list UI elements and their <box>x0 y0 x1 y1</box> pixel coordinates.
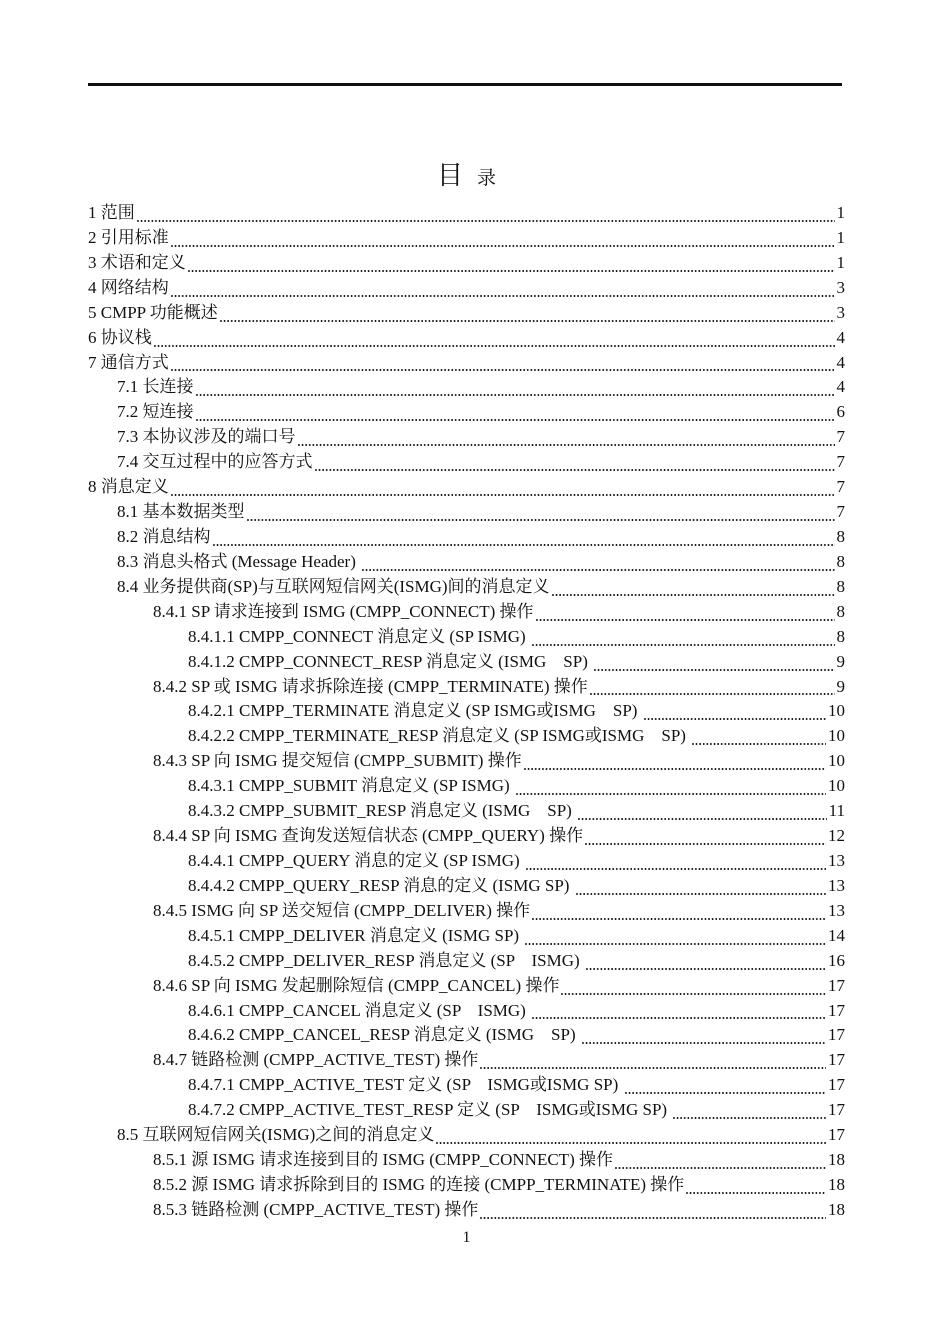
toc-entry <box>88 575 845 600</box>
toc-entry-label: 8.4.6 SP 向 ISMG 发起删除短信 (CMPP_CANCEL) 操作 <box>153 975 560 995</box>
toc-entry-page: 4 <box>836 327 845 347</box>
toc-entry-page: 10 <box>828 776 845 796</box>
dot-leader <box>577 799 828 824</box>
toc-entry-label: 8.4.1.2 CMPP_CONNECT_RESP 消息定义 (ISMG SP) <box>188 651 593 671</box>
toc-entry <box>88 1073 845 1098</box>
toc-entry-label: 8.4.5 ISMG 向 SP 送交短信 (CMPP_DELIVER) 操作 <box>153 900 531 920</box>
toc-entry <box>88 1098 845 1123</box>
dot-leader <box>479 1198 827 1223</box>
toc-entry-label: 7.4 交互过程中的应答方式 <box>117 452 313 472</box>
toc-entry <box>88 301 845 326</box>
toc-entry-label: 8.4.2.1 CMPP_TERMINATE 消息定义 (SP ISMG或ISMG SP) <box>188 701 642 721</box>
toc-entry <box>88 425 845 450</box>
toc-entry-page: 4 <box>836 377 845 397</box>
toc-entry-page: 10 <box>828 726 845 746</box>
toc-entry-label: 8 消息定义 <box>88 477 169 497</box>
toc-entry-label: 8.5.1 源 ISMG 请求连接到目的 ISMG (CMPP_CONNECT) 操作 <box>153 1150 613 1170</box>
dot-leader <box>531 999 827 1024</box>
toc-entry-page: 6 <box>836 402 845 422</box>
toc-entry-page: 18 <box>828 1174 845 1194</box>
toc-entry-label: 4 网络结构 <box>88 277 169 297</box>
toc-entry <box>88 625 845 650</box>
toc-entry-label: 6 协议栈 <box>88 327 152 347</box>
toc-entry <box>88 400 845 425</box>
toc-entry <box>88 525 845 550</box>
toc-entry-page: 8 <box>836 601 845 621</box>
dot-leader <box>531 625 836 650</box>
toc-entry <box>88 675 845 700</box>
toc-entry-label: 8.4.6.1 CMPP_CANCEL 消息定义 (SP ISMG) <box>188 1000 531 1020</box>
toc-entry <box>88 749 845 774</box>
toc-entry-page: 16 <box>828 950 845 970</box>
dot-leader <box>525 849 827 874</box>
dot-leader <box>531 899 827 924</box>
toc-entry-label: 8.1 基本数据类型 <box>117 502 245 522</box>
toc-entry <box>88 375 845 400</box>
toc-entry-page: 1 <box>836 252 845 272</box>
toc-entry-label: 8.4.3.1 CMPP_SUBMIT 消息定义 (SP ISMG) <box>188 776 514 796</box>
toc-entry <box>88 351 845 376</box>
toc-entry <box>88 226 845 251</box>
header-rule <box>88 83 842 86</box>
toc-entry-page: 17 <box>828 1125 845 1145</box>
dot-leader <box>479 1048 827 1073</box>
toc-entry <box>88 1123 845 1148</box>
dot-leader <box>297 425 836 450</box>
toc-entry-label: 8.4 业务提供商(SP)与互联网短信网关(ISMG)间的消息定义 <box>117 576 550 596</box>
toc-entry <box>88 1173 845 1198</box>
toc-entry-label: 8.4.5.2 CMPP_DELIVER_RESP 消息定义 (SP ISMG) <box>188 950 584 970</box>
toc-entry-label: 7.3 本协议涉及的端口号 <box>117 427 296 447</box>
toc-entry-label: 7 通信方式 <box>88 352 169 372</box>
dot-leader <box>581 1023 827 1048</box>
dot-leader <box>575 874 827 899</box>
dot-leader <box>170 276 836 301</box>
toc-entry-page: 14 <box>828 925 845 945</box>
dot-leader <box>314 450 836 475</box>
toc-entry <box>88 500 845 525</box>
toc-entry-label: 8.4.1 SP 请求连接到 ISMG (CMPP_CONNECT) 操作 <box>153 601 534 621</box>
toc-entry-page: 4 <box>836 352 845 372</box>
toc-entry-label: 8.4.3 SP 向 ISMG 提交短信 (CMPP_SUBMIT) 操作 <box>153 751 522 771</box>
dot-leader <box>584 824 827 849</box>
toc-entry-label: 8.5.3 链路检测 (CMPP_ACTIVE_TEST) 操作 <box>153 1199 479 1219</box>
toc-entry-page: 17 <box>828 1100 845 1120</box>
toc-entry-page: 3 <box>836 302 845 322</box>
toc-entry-label: 8.4.4 SP 向 ISMG 查询发送短信状态 (CMPP_QUERY) 操作 <box>153 826 584 846</box>
toc-entry-label: 7.1 长连接 <box>117 377 194 397</box>
toc-entry-page: 11 <box>828 801 845 821</box>
footer-page-number: 1 <box>462 1229 471 1246</box>
toc-entry <box>88 450 845 475</box>
dot-leader <box>195 375 836 400</box>
toc-entry-label: 5 CMPP 功能概述 <box>88 302 218 322</box>
dot-leader <box>551 575 836 600</box>
toc-entry-page: 8 <box>836 626 845 646</box>
toc-entry <box>88 650 845 675</box>
toc-entry-page: 17 <box>828 1050 845 1070</box>
dot-leader <box>187 251 836 276</box>
toc-entry-label: 8.4.7.1 CMPP_ACTIVE_TEST 定义 (SP ISMG或ISMG SP) <box>188 1075 623 1095</box>
dot-leader <box>524 924 827 949</box>
toc-entry-page: 17 <box>828 1000 845 1020</box>
toc-entry-page: 10 <box>828 751 845 771</box>
toc-entry <box>88 999 845 1024</box>
toc-entry-page: 10 <box>828 701 845 721</box>
toc-entry-label: 8.4.2.2 CMPP_TERMINATE_RESP 消息定义 (SP ISMG或ISMG SP) <box>188 726 691 746</box>
dot-leader <box>672 1098 827 1123</box>
toc-entry-page: 18 <box>828 1199 845 1219</box>
toc-entry <box>88 824 845 849</box>
toc-entry-page: 1 <box>836 203 845 222</box>
toc-entry <box>88 201 845 226</box>
toc-entry-label: 8.5 互联网短信网关(ISMG)之间的消息定义 <box>117 1125 435 1145</box>
toc-entry <box>88 774 845 799</box>
toc-entry <box>88 1198 845 1223</box>
toc-entry-label: 8.2 消息结构 <box>117 526 211 546</box>
dot-leader <box>614 1148 827 1173</box>
dot-leader <box>691 724 827 749</box>
dot-leader <box>593 650 835 675</box>
toc-entry-page: 18 <box>828 1150 845 1170</box>
dot-leader <box>523 749 827 774</box>
toc-entry-label: 8.4.1.1 CMPP_CONNECT 消息定义 (SP ISMG) <box>188 626 530 646</box>
dot-leader <box>435 1123 827 1148</box>
toc-entry-page: 13 <box>828 875 845 895</box>
toc-list <box>88 201 845 1223</box>
toc-entry <box>88 1023 845 1048</box>
toc-entry <box>88 475 845 500</box>
toc-entry-page: 7 <box>836 452 845 472</box>
toc-entry <box>88 724 845 749</box>
dot-leader <box>212 525 836 550</box>
toc-entry-page: 7 <box>836 427 845 447</box>
dot-leader <box>195 400 836 425</box>
toc-entry <box>88 550 845 575</box>
toc-entry <box>88 1048 845 1073</box>
toc-entry-label: 8.3 消息头格式 (Message Header) <box>117 551 361 571</box>
toc-entry <box>88 699 845 724</box>
toc-entry-label: 8.4.7.2 CMPP_ACTIVE_TEST_RESP 定义 (SP ISMG或ISMG SP) <box>188 1100 672 1120</box>
toc-entry-label: 8.5.2 源 ISMG 请求拆除到目的 ISMG 的连接 (CMPP_TERMINATE) 操作 <box>153 1174 685 1194</box>
toc-entry-page: 9 <box>836 676 845 696</box>
toc-entry-label: 2 引用标准 <box>88 227 169 247</box>
dot-leader <box>246 500 836 525</box>
toc-entry <box>88 849 845 874</box>
dot-leader <box>589 675 836 700</box>
dot-leader <box>219 301 836 326</box>
toc-entry-page: 8 <box>836 551 845 571</box>
toc-entry <box>88 949 845 974</box>
dot-leader <box>643 699 827 724</box>
toc-entry-page: 13 <box>828 900 845 920</box>
toc-entry <box>88 251 845 276</box>
toc-entry <box>88 600 845 625</box>
dot-leader <box>515 774 827 799</box>
dot-leader <box>153 326 836 351</box>
toc-entry-page: 7 <box>836 477 845 497</box>
dot-leader <box>624 1073 827 1098</box>
toc-entry-page: 17 <box>828 1025 845 1045</box>
toc-entry-label: 8.4.4.1 CMPP_QUERY 消息的定义 (SP ISMG) <box>188 850 524 870</box>
toc-entry-page: 17 <box>828 975 845 995</box>
toc-entry <box>88 974 845 999</box>
toc-entry-page: 8 <box>836 526 845 546</box>
toc-entry <box>88 1148 845 1173</box>
toc-entry-page: 17 <box>828 1075 845 1095</box>
toc-entry-label: 3 术语和定义 <box>88 252 186 272</box>
toc-entry <box>88 799 845 824</box>
toc-entry-page: 3 <box>836 277 845 297</box>
toc-entry-page: 9 <box>836 651 845 671</box>
toc-entry-label: 8.4.4.2 CMPP_QUERY_RESP 消息的定义 (ISMG SP) <box>188 875 574 895</box>
toc-title <box>88 155 845 192</box>
toc-entry <box>88 326 845 351</box>
toc-entry-label: 8.4.5.1 CMPP_DELIVER 消息定义 (ISMG SP) <box>188 925 524 945</box>
toc-entry-page: 1 <box>836 227 845 247</box>
dot-leader <box>361 550 835 575</box>
dot-leader <box>136 201 836 226</box>
toc-entry-label: 1 范围 <box>88 203 135 222</box>
toc-title-main: 目 <box>436 161 464 190</box>
toc-entry-label: 8.4.2 SP 或 ISMG 请求拆除连接 (CMPP_TERMINATE) 操作 <box>153 676 588 696</box>
toc-entry <box>88 874 845 899</box>
toc-entry-page: 8 <box>836 576 845 596</box>
toc-entry <box>88 899 845 924</box>
toc-title-sub: 录 <box>477 168 497 189</box>
toc-entry-label: 8.4.6.2 CMPP_CANCEL_RESP 消息定义 (ISMG SP) <box>188 1025 580 1045</box>
dot-leader <box>170 475 836 500</box>
toc-entry-label: 8.4.3.2 CMPP_SUBMIT_RESP 消息定义 (ISMG SP) <box>188 801 577 821</box>
toc-entry-page: 13 <box>828 850 845 870</box>
dot-leader <box>585 949 827 974</box>
toc-entry-page: 12 <box>828 826 845 846</box>
toc-entry <box>88 276 845 301</box>
dot-leader <box>170 351 836 376</box>
toc-entry-page: 7 <box>836 502 845 522</box>
dot-leader <box>560 974 827 999</box>
toc-entry <box>88 924 845 949</box>
dot-leader <box>535 600 836 625</box>
toc-entry-label: 8.4.7 链路检测 (CMPP_ACTIVE_TEST) 操作 <box>153 1050 479 1070</box>
toc-entry-label: 7.2 短连接 <box>117 402 194 422</box>
dot-leader <box>170 226 836 251</box>
dot-leader <box>685 1173 827 1198</box>
